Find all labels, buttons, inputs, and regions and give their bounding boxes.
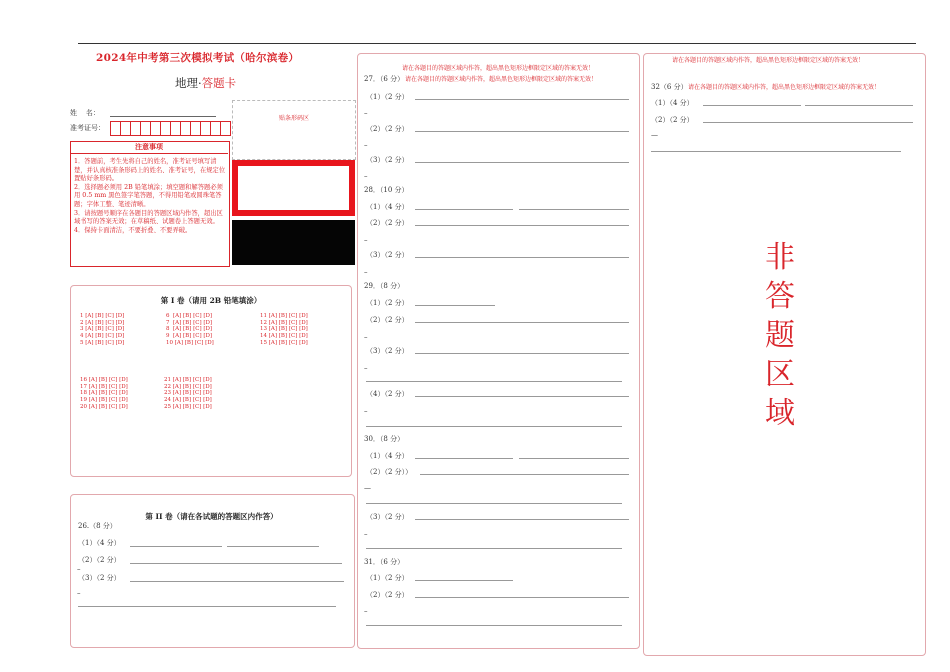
notice-item: 3．请按题号顺序在各题目的答题区域内作答，超出区域书写的答案无效；在草稿纸、试题卷上答题无效。 [74,209,223,226]
part1-heading: 第 I 卷（请用 2B 铅笔填涂） [160,296,262,305]
q26-3-blank[interactable] [130,581,344,582]
id-number-grid[interactable] [110,121,230,136]
q32-2-blank[interactable] [703,122,913,123]
q31-2-dash: – [364,607,368,615]
exam-title: 2024年中考第三次模拟考试（哈尔滨卷） [96,52,300,64]
q30-1-label: （1）（4 分） [366,452,409,460]
notice-item: 2．选择题必须用 2B 铅笔填涂；填空题和解答题必须用 0.5 mm 黑色签字笔答题，不得用铅笔或圆珠笔答题；字体工整、笔迹清晰。 [74,183,223,208]
id-label: 准考证号： [70,124,105,132]
q30-2-dash: — [364,484,371,492]
q31-title: 31．（6 分） [364,558,405,566]
q28-2-dash: – [364,236,368,244]
q28-3-blank[interactable] [415,257,629,258]
q30-3-label: （3）（2 分） [366,513,409,521]
q28-1-blank-a[interactable] [415,209,513,210]
q26-3-dash: – [77,589,81,597]
mcq-block-11-15[interactable]: 11 [A] [B] [C] [D] 12 [A] [B] [C] [D] 13 [A] [B] [C] [D] 14 [A] [B] [C] [D] 15 [A] [B] [C] [D] [260,313,308,346]
subject-label: 地理· [175,76,202,90]
q27-3-blank[interactable] [415,162,629,163]
q32-2-label: （2）（2 分） [651,116,694,124]
q29-2-label: （2）（2 分） [366,316,409,324]
q27-2-label: （2）（2 分） [366,125,409,133]
q29-4-blank[interactable] [415,396,629,397]
q28-3-label: （3）（2 分） [366,251,409,259]
q26-2-label: （2）（2 分） [78,556,121,564]
non-answer-char: 答 [765,279,795,314]
q27-2-blank[interactable] [415,131,629,132]
q29-2-dash: – [364,333,368,341]
absent-mark-area[interactable] [238,166,349,210]
q31-2-blank[interactable] [415,597,629,598]
q28-2-label: （2）（2 分） [366,219,409,227]
q30-3-blank[interactable] [415,519,629,520]
name-field[interactable] [110,116,216,117]
q26-3-blank-2[interactable] [78,606,336,607]
q29-1-label: （1）（2 分） [366,299,409,307]
q27-title: 27．（6 分） [364,75,405,83]
q29-4-blank-2[interactable] [366,426,622,427]
q30-2-blank[interactable] [420,474,629,475]
q26-2-blank[interactable] [130,563,342,564]
q27-3-dash: – [364,172,368,180]
q29-4-dash: – [364,407,368,415]
q31-1-label: （1）（2 分） [366,574,409,582]
q32-1-blank-b[interactable] [805,105,913,106]
q28-2-blank[interactable] [415,225,629,226]
q32-1-blank-a[interactable] [703,105,801,106]
name-label: 姓 名： [70,109,100,117]
top-rule [78,43,916,44]
non-answer-char: 题 [765,318,795,353]
q28-1-label: （1）（4 分） [366,203,409,211]
card-subtitle [175,75,236,91]
mcq-block-1-5[interactable]: 1 [A] [B] [C] [D] 2 [A] [B] [C] [D] 3 [A] [B] [C] [D] 4 [A] [B] [C] [D] 5 [A] [B] [C] [D] [80,313,125,346]
q28-3-dash: – [364,268,368,276]
q27-1-dash: – [364,109,368,117]
q32-2-blank-2[interactable] [651,151,901,152]
barcode-label: 贴条形码区 [278,115,309,122]
q26-2-dash: – [77,565,81,573]
q29-2-blank[interactable] [415,322,629,323]
q32-2-dash: — [651,131,658,139]
q32-title: 32（6 分） [651,83,688,91]
boundary-warning-4: 请在各题目的答题区域内作答，超出黑色矩形边框限定区域的答案无效！ [688,84,881,91]
notice-list [74,158,226,235]
q31-2-label: （2）（2 分） [366,591,409,599]
q27-3-label: （3）（2 分） [366,156,409,164]
q29-3-blank-2[interactable] [366,381,622,382]
q29-3-label: （3）（2 分） [366,347,409,355]
barcode-area [232,100,356,160]
notice-heading: 注意事项 [70,141,228,154]
non-answer-char: 区 [765,357,795,392]
q30-3-blank-2[interactable] [366,548,622,549]
q26-1-blank-b[interactable] [227,546,319,547]
boundary-warning-2: 请在各题目的答题区域内作答，超出黑色矩形边框限定区域的答案无效！ [405,76,598,83]
q32-1-label: （1）（4 分） [651,99,694,107]
non-answer-area-label [760,238,800,433]
q26-1-blank-a[interactable] [130,546,222,547]
q30-2-label: （2）（2 分）） [366,468,413,476]
q28-1-blank-b[interactable] [519,209,629,210]
q29-4-label: （4）（2 分） [366,390,409,398]
boundary-warning: 请在各题目的答题区域内作答，超出黑色矩形边框限定区域的答案无效！ [402,65,595,72]
notice-item: 1．答题前，考生先将自己的姓名，准考证号填写清楚，并认真核准条形码上的姓名、准考证号，在规定位置贴好条形码。 [74,158,226,183]
q26-3-label: （3）（2 分） [78,574,121,582]
q30-3-dash: – [364,530,368,538]
q27-2-dash: – [364,141,368,149]
boundary-warning-3: 请在各题目的答题区域内作答，超出黑色矩形边框限定区域的答案无效！ [672,57,865,64]
black-block [232,220,355,265]
q26-title: 26.（8 分） [78,522,117,530]
q30-title: 30．（8 分） [364,435,405,443]
q30-1-blank-a[interactable] [415,458,513,459]
mcq-block-6-10[interactable]: 6 [A] [B] [C] [D] 7 [A] [B] [C] [D] 8 [A] [B] [C] [D] 9 [A] [B] [C] [D] 10 [A] [B] [C] [D] [166,313,214,346]
q26-1-label: （1）（4 分） [78,539,121,547]
q30-2-blank-2[interactable] [366,503,622,504]
q31-2-blank-2[interactable] [366,625,622,626]
q31-1-blank[interactable] [415,580,513,581]
q29-3-dash: – [364,364,368,372]
part2-heading: 第 II 卷（请在各试题的答题区内作答） [145,512,278,521]
q27-1-label: （1）（2 分） [366,93,409,101]
card-label: 答题卡 [201,76,237,90]
non-answer-char: 非 [765,240,795,275]
q28-title: 28．（10 分） [364,186,409,194]
mcq-block-21-25[interactable]: 21 [A] [B] [C] [D] 22 [A] [B] [C] [D] 23 [A] [B] [C] [D] 24 [A] [B] [C] [D] 25 [A] [B] [C] [D] [164,377,212,410]
q29-1-blank[interactable] [415,305,495,306]
notice-item: 4．保持卡面清洁，不要折叠、不要弄破。 [74,226,192,234]
non-answer-char: 域 [765,396,795,431]
mcq-block-16-20[interactable]: 16 [A] [B] [C] [D] 17 [A] [B] [C] [D] 18 [A] [B] [C] [D] 19 [A] [B] [C] [D] 20 [A] [B] [C] [D] [80,377,128,410]
q30-1-blank-b[interactable] [519,458,629,459]
q29-title: 29．（8 分） [364,282,405,290]
q29-3-blank[interactable] [415,353,629,354]
q27-1-blank[interactable] [415,99,629,100]
